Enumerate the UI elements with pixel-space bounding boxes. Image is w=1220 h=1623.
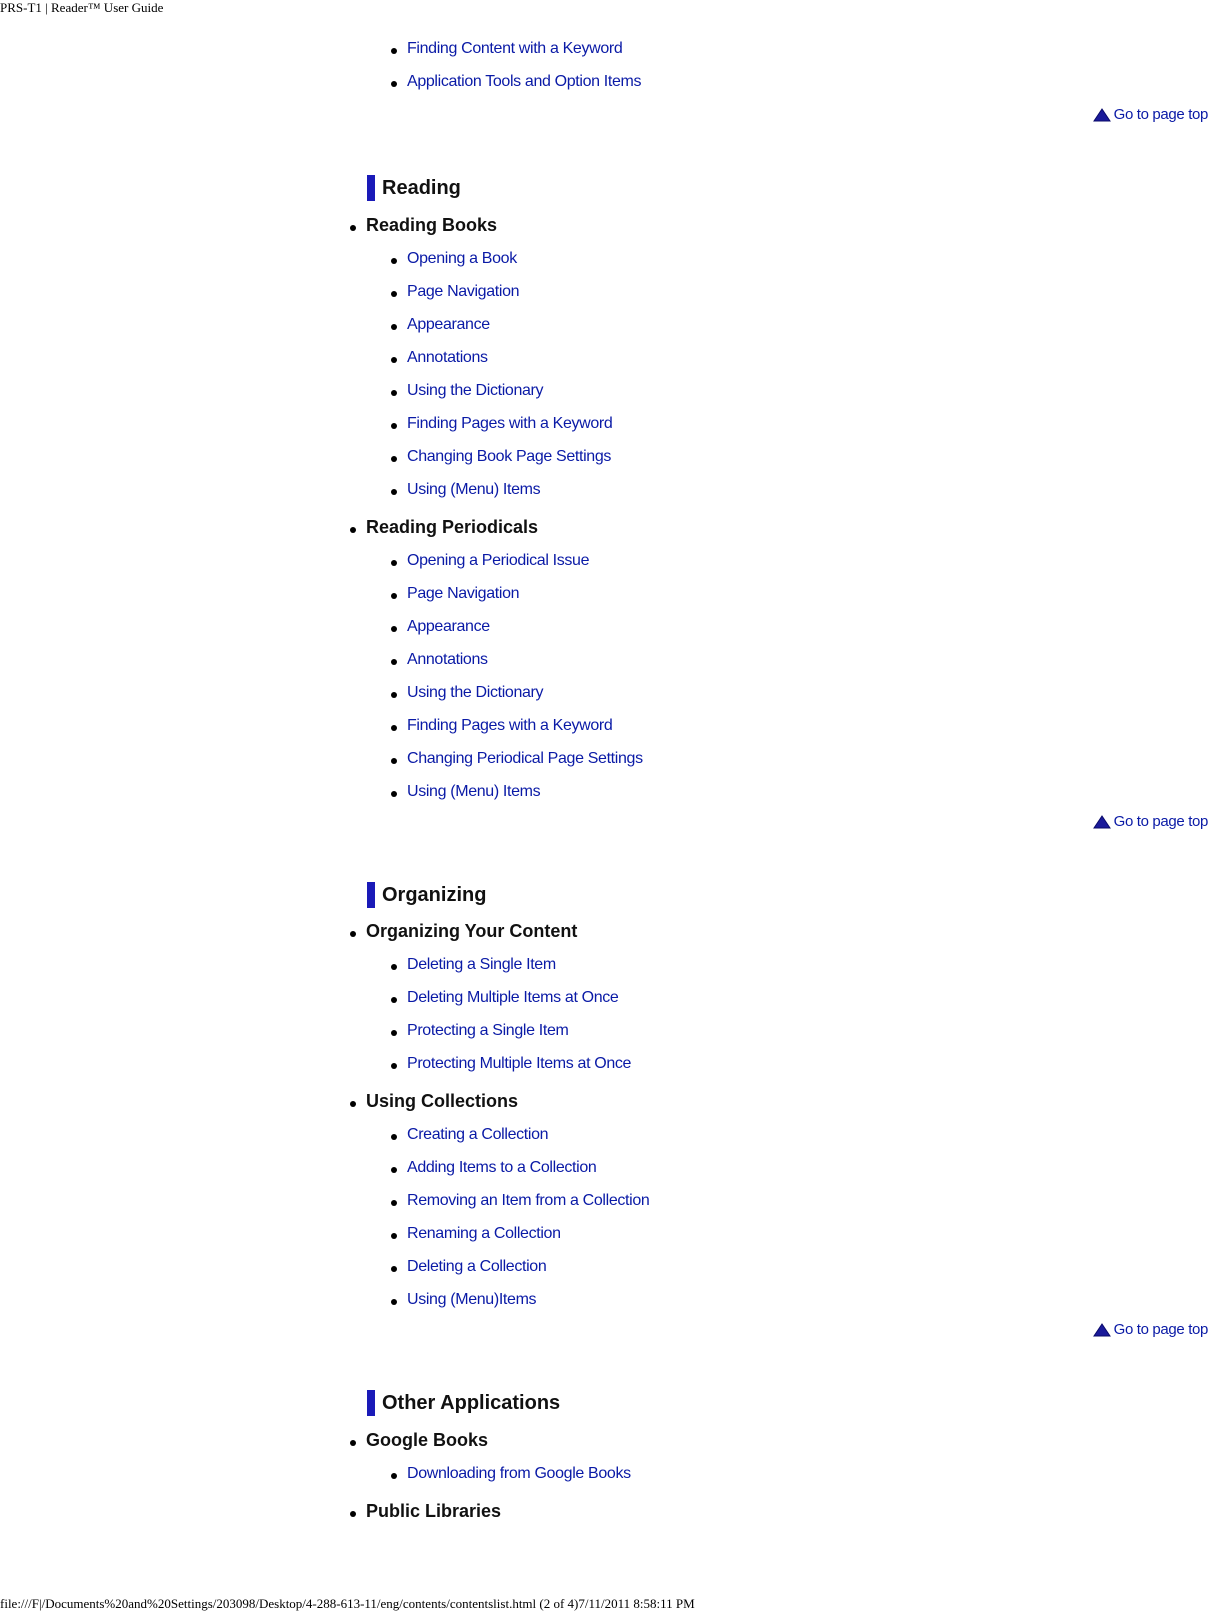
toc-link[interactable]: Page Navigation [407, 585, 520, 602]
bullet [391, 626, 397, 632]
list-item [0, 374, 1220, 407]
list-item [0, 32, 1220, 65]
group-using-collections [0, 1085, 1220, 1316]
group-title [0, 1085, 1220, 1118]
list-item [0, 242, 1220, 275]
up-arrow-icon [1093, 108, 1111, 122]
toc-link[interactable]: Opening a Book [407, 250, 517, 267]
list-item [0, 308, 1220, 341]
go-to-page-top-link[interactable] [1093, 1321, 1208, 1338]
list-item [0, 1184, 1220, 1217]
group-reading-periodicals [0, 511, 1220, 808]
toc-link[interactable]: Deleting Multiple Items at Once [407, 989, 619, 1006]
section-heading [0, 1389, 1220, 1417]
bullet [391, 456, 397, 462]
bullet [350, 1440, 356, 1446]
bullet [391, 48, 397, 54]
go-to-page-top-link[interactable] [1093, 106, 1208, 123]
bullet [350, 931, 356, 937]
toc-link[interactable]: Deleting a Collection [407, 1258, 547, 1275]
group-organizing-your-content [0, 915, 1220, 1080]
list-item [0, 577, 1220, 610]
list-item [0, 1014, 1220, 1047]
toc-link[interactable]: Changing Book Page Settings [407, 448, 612, 465]
group-title-label: Google Books [366, 1430, 489, 1450]
group-public-libraries [0, 1495, 1220, 1528]
group-title-label: Organizing Your Content [366, 921, 578, 941]
toc-link[interactable]: Removing an Item from a Collection [407, 1192, 650, 1209]
group-title [0, 511, 1220, 544]
group-title-label: Public Libraries [366, 1501, 502, 1521]
toc-link[interactable]: Deleting a Single Item [407, 956, 556, 973]
sub-list [0, 544, 1220, 808]
bullet [350, 1101, 356, 1107]
group-google-books [0, 1424, 1220, 1490]
section-reading [0, 174, 1220, 202]
bullet [391, 560, 397, 566]
toc-link[interactable]: Using the Dictionary [407, 382, 544, 399]
list-item [0, 1217, 1220, 1250]
bullet [391, 1299, 397, 1305]
toc-link[interactable]: Using (Menu) Items [407, 783, 541, 800]
list-item [0, 407, 1220, 440]
group-title [0, 1424, 1220, 1457]
list-item [0, 676, 1220, 709]
bullet [391, 1167, 397, 1173]
bullet [391, 791, 397, 797]
bullet [350, 225, 356, 231]
toc-link[interactable]: Using the Dictionary [407, 684, 544, 701]
bullet [391, 81, 397, 87]
list-item [0, 775, 1220, 808]
list-item [0, 440, 1220, 473]
toc-link[interactable]: Protecting a Single Item [407, 1022, 569, 1039]
bullet [391, 357, 397, 363]
go-to-page-top-label: Go to page top [1113, 106, 1208, 123]
toc-link[interactable]: Creating a Collection [407, 1126, 549, 1143]
sub-list [0, 948, 1220, 1080]
bullet [391, 1266, 397, 1272]
bullet [391, 1030, 397, 1036]
section-other-applications [0, 1389, 1220, 1417]
heading-bar [367, 1390, 375, 1416]
group-title-label: Reading Books [366, 215, 498, 235]
group-title [0, 209, 1220, 242]
toc-link[interactable]: Downloading from Google Books [407, 1465, 631, 1482]
up-arrow-icon [1093, 1323, 1111, 1337]
list-item [0, 981, 1220, 1014]
bullet [391, 997, 397, 1003]
bullet [350, 527, 356, 533]
top-continuation [0, 32, 1220, 98]
toc-link[interactable]: Annotations [407, 651, 488, 668]
toc-link[interactable]: Opening a Periodical Issue [407, 552, 590, 569]
toc-link[interactable]: Finding Pages with a Keyword [407, 415, 613, 432]
sub-list [0, 1457, 1220, 1490]
bullet [391, 291, 397, 297]
list-item [0, 1118, 1220, 1151]
toc-link[interactable]: Changing Periodical Page Settings [407, 750, 643, 767]
list-item [0, 473, 1220, 506]
toc-link[interactable]: Appearance [407, 618, 490, 635]
toc-link[interactable]: Page Navigation [407, 283, 520, 300]
list-item [0, 1457, 1220, 1490]
list-item [0, 544, 1220, 577]
print-footer-path: file:///F|/Documents%20and%20Settings/203098/Desktop/4-288-613-11/eng/contents/contentslist.html (2 of 4)7/11/2011 8:58:11 PM [0, 1596, 695, 1611]
bullet [391, 964, 397, 970]
toc-link[interactable]: Finding Content with a Keyword [407, 40, 623, 57]
heading-bar [367, 882, 375, 908]
group-title [0, 915, 1220, 948]
bullet [391, 692, 397, 698]
bullet [391, 758, 397, 764]
list-item [0, 948, 1220, 981]
toc-link[interactable]: Renaming a Collection [407, 1225, 561, 1242]
sub-list [0, 242, 1220, 506]
bullet [391, 1233, 397, 1239]
list-item [0, 643, 1220, 676]
print-header-title: PRS-T1 | Reader™ User Guide [0, 0, 164, 15]
heading-bar [367, 175, 375, 201]
list-item [0, 1047, 1220, 1080]
go-to-page-top-1 [0, 106, 1220, 130]
group-title-label: Reading Periodicals [366, 517, 539, 537]
toc-link[interactable]: Using (Menu) Items [407, 481, 541, 498]
bullet [391, 1473, 397, 1479]
toc-link[interactable]: Using (Menu)Items [407, 1291, 537, 1308]
list-item [0, 1250, 1220, 1283]
toc-link[interactable]: Adding Items to a Collection [407, 1159, 597, 1176]
list-item [0, 610, 1220, 643]
section-heading [0, 174, 1220, 202]
section-heading-label: Reading [382, 177, 461, 199]
top-items-list [0, 32, 1220, 98]
bullet [391, 489, 397, 495]
bullet [391, 1063, 397, 1069]
list-item [0, 742, 1220, 775]
bullet [391, 725, 397, 731]
go-to-page-top-label: Go to page top [1113, 813, 1208, 830]
go-to-page-top-label: Go to page top [1113, 1321, 1208, 1338]
bullet [350, 1511, 356, 1517]
group-title-label: Using Collections [366, 1091, 519, 1111]
toc-link[interactable]: Annotations [407, 349, 488, 366]
bullet [391, 423, 397, 429]
bullet [391, 258, 397, 264]
bullet [391, 324, 397, 330]
list-item [0, 709, 1220, 742]
list-item [0, 1283, 1220, 1316]
section-heading [0, 881, 1220, 909]
group-reading-books [0, 209, 1220, 506]
section-heading-label: Organizing [382, 884, 487, 906]
section-heading-label: Other Applications [382, 1392, 561, 1414]
sub-list [0, 1118, 1220, 1316]
toc-link[interactable]: Appearance [407, 316, 490, 333]
list-item [0, 65, 1220, 98]
list-item [0, 1151, 1220, 1184]
up-arrow-icon [1093, 815, 1111, 829]
bullet [391, 1134, 397, 1140]
bullet [391, 659, 397, 665]
section-organizing [0, 881, 1220, 909]
group-title [0, 1495, 1220, 1528]
go-to-page-top-3 [0, 1321, 1220, 1345]
toc-link[interactable]: Protecting Multiple Items at Once [407, 1055, 632, 1072]
bullet [391, 1200, 397, 1206]
toc-link[interactable]: Application Tools and Option Items [407, 73, 642, 90]
go-to-page-top-2 [0, 813, 1220, 837]
list-item [0, 341, 1220, 374]
go-to-page-top-link[interactable] [1093, 813, 1208, 830]
bullet [391, 593, 397, 599]
bullet [391, 390, 397, 396]
toc-link[interactable]: Finding Pages with a Keyword [407, 717, 613, 734]
list-item [0, 275, 1220, 308]
